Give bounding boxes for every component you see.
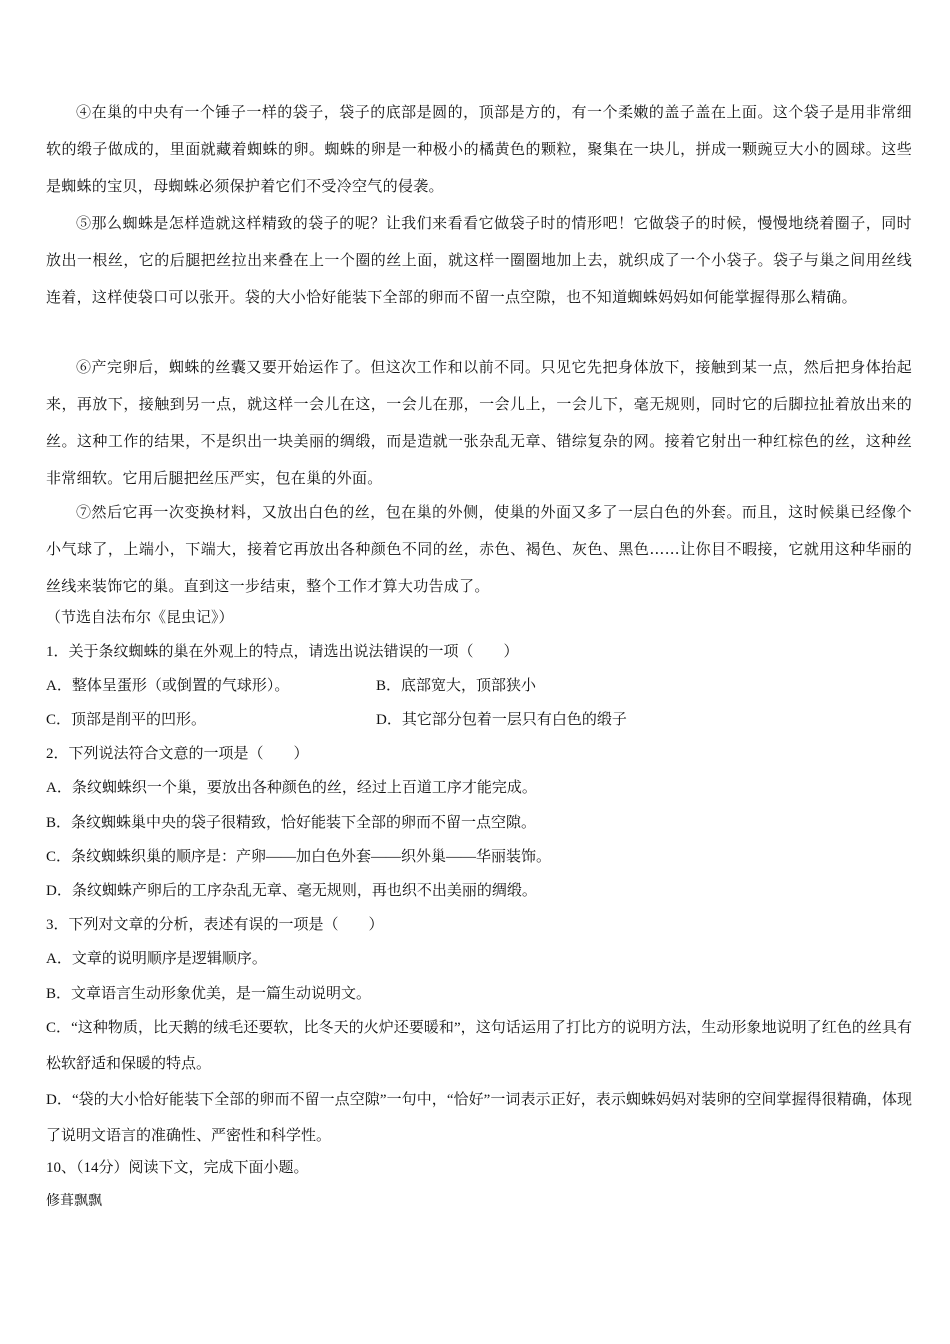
question-1-option-b: B．底部宽大，顶部狭小 <box>376 678 537 694</box>
paragraph-6: ⑥产完卵后，蜘蛛的丝囊又要开始运作了。但这次工作和以前不同。只见它先把身体放下，接触到某一点，然后把身体抬起来，再放下，接触到另一点，就这样一会儿在这，一会儿在那，一会儿上，一会儿下，毫无规则，同时它的后脚拉扯着放出来的丝。这种工作的结果，不是织出一块美丽的绸缎，而是造就一张杂乱无章、错综复杂的网。接着它射出一种红棕色的丝，这种丝非常细软。它用后腿把丝压严实，包在巢的外面。 <box>46 358 912 487</box>
paragraph-4: ④在巢的中央有一个锤子一样的袋子，袋子的底部是圆的，顶部是方的，有一个柔嫩的盖子盖在上面。这个袋子是用非常细软的缎子做成的，里面就藏着蜘蛛的卵。蜘蛛的卵是一种极小的橘黄色的颗粒，聚集在一块儿，拼成一颗豌豆大小的圆球。这些是蜘蛛的宝贝，母蜘蛛必须保护着它们不受冷空气的侵袭。 <box>46 103 912 195</box>
question-1-stem: 1．关于条纹蜘蛛的巢在外观上的特点，请选出说法错误的一项（ ） <box>46 644 519 660</box>
question-2-option-d: D．条纹蜘蛛产卵后的工序杂乱无章、毫无规则，再也织不出美丽的绸缎。 <box>46 883 537 899</box>
section-10-heading: 10、（14分）阅读下文，完成下面小题。 <box>46 1160 309 1176</box>
section-10-title: 修葺飘飘 <box>46 1194 102 1209</box>
question-1-option-d: D．其它部分包着一层只有白色的缎子 <box>376 712 627 728</box>
question-3-option-c: C．“这种物质，比天鹅的绒毛还要软，比冬天的火炉还要暖和”，这句话运用了打比方的说明方法，生动形象地说明了红色的丝具有松软舒适和保暖的特点。 <box>46 1020 912 1072</box>
question-2-option-b: B．条纹蜘蛛巢中央的袋子很精致，恰好能装下全部的卵而不留一点空隙。 <box>46 815 537 831</box>
question-1-option-c: C．顶部是削平的凹形。 <box>46 712 207 728</box>
paragraph-5: ⑤那么蜘蛛是怎样造就这样精致的袋子的呢？让我们来看看它做袋子时的情形吧！它做袋子的时候，慢慢地绕着圈子，同时放出一根丝，它的后腿把丝拉出来叠在上一个圈的丝上面，就这样一圈圈地加上去，就织成了一个小袋子。袋子与巢之间用丝线连着，这样使袋口可以张开。袋的大小恰好能装下全部的卵而不留一点空隙，也不知道蜘蛛妈妈如何能掌握得那么精确。 <box>46 214 912 306</box>
question-2-option-a: A．条纹蜘蛛织一个巢，要放出各种颜色的丝，经过上百道工序才能完成。 <box>46 780 537 796</box>
question-3-option-a: A．文章的说明顺序是逻辑顺序。 <box>46 951 267 967</box>
question-2-stem: 2．下列说法符合文意的一项是（ ） <box>46 746 309 762</box>
question-3-option-b: B．文章语言生动形象优美，是一篇生动说明文。 <box>46 986 372 1002</box>
question-3-option-d: D．“袋的大小恰好能装下全部的卵而不留一点空隙”一句中，“恰好”一词表示正好，表示蜘蛛妈妈对装卵的空间掌握得很精确，体现了说明文语言的准确性、严密性和科学性。 <box>46 1092 912 1144</box>
question-1-option-a: A．整体呈蛋形（或倒置的气球形）。 <box>46 678 290 694</box>
question-2-option-c: C．条纹蜘蛛织巢的顺序是：产卵——加白色外套——织外巢——华丽装饰。 <box>46 849 552 865</box>
source-note: （节选自法布尔《昆虫记》） <box>46 610 234 626</box>
question-3-stem: 3．下列对文章的分析，表述有误的一项是（ ） <box>46 917 384 933</box>
paragraph-7: ⑦然后它再一次变换材料，又放出白色的丝，包在巢的外侧，使巢的外面又多了一层白色的外套。而且，这时候巢已经像个小气球了，上端小，下端大，接着它再放出各种颜色不同的丝，赤色、褐色、灰色、黑色……让你目不暇接，它就用这种华丽的丝线来装饰它的巢。直到这一步结束，整个工作才算大功告成了。 <box>46 503 912 595</box>
